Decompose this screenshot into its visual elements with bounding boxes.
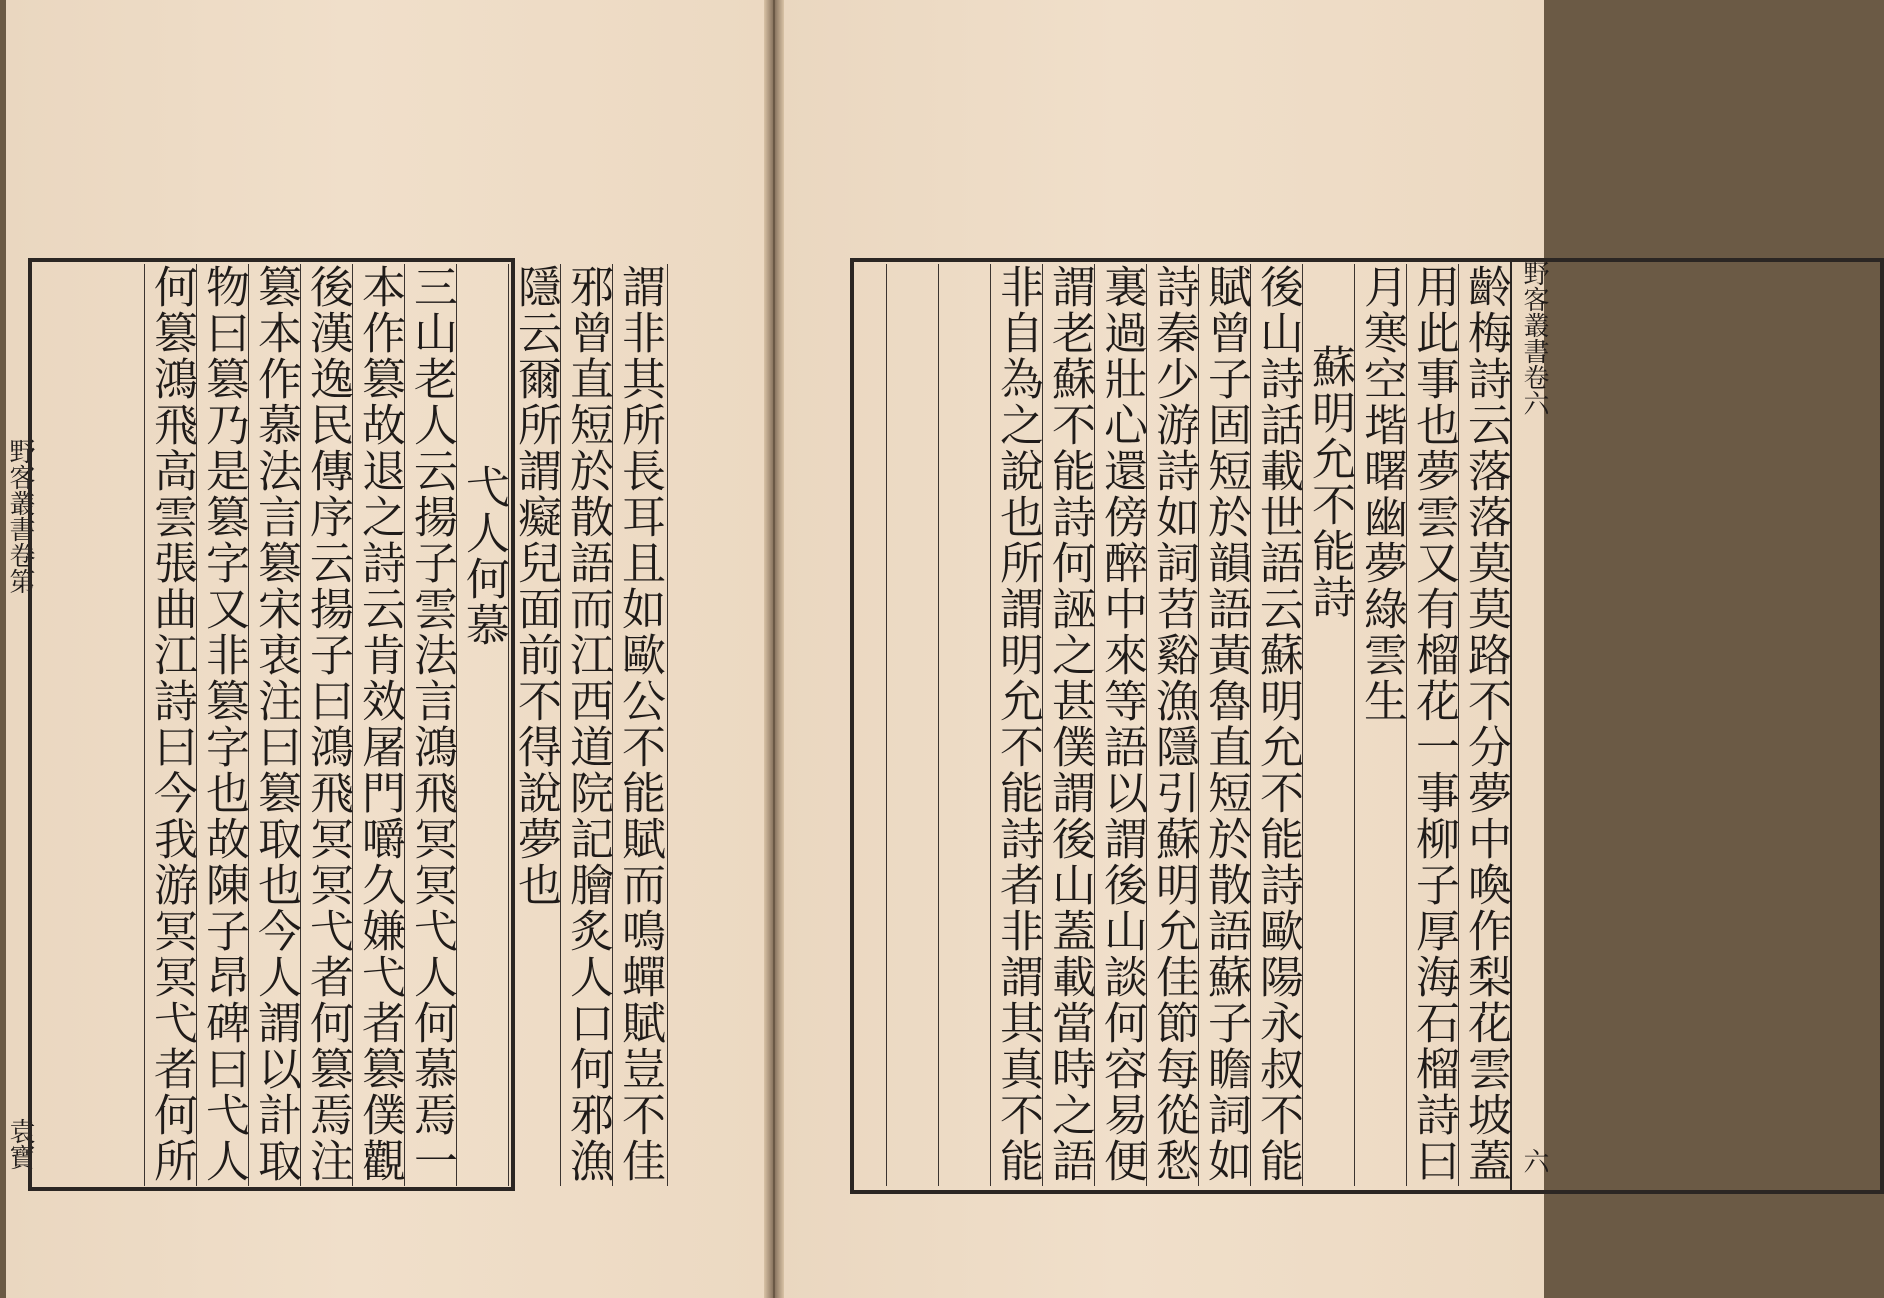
book-gutter [764, 0, 784, 1298]
right-column-10 [990, 264, 1042, 1186]
left-column-9 [196, 264, 248, 1186]
right-edge-page-number: 六 [1519, 1148, 1549, 1174]
column-text: 月寒空堦曙幽夢綠雲生 [1356, 264, 1407, 724]
column-text: 隱云爾所謂癡兒面前不得說夢也 [510, 264, 561, 908]
right-column-7 [1146, 264, 1198, 1186]
left-column-1 [612, 264, 668, 1186]
right-column-4 [1302, 264, 1354, 1186]
column-text: 邪曾直短於散語而江西道院記膾炙人口何邪漁 [562, 264, 613, 1184]
left-column-4 [456, 264, 508, 1186]
right-column-12-empty [886, 264, 938, 1186]
column-text: 齡梅詩云落落莫莫路不分夢中喚作梨花雲坡蓋 [1460, 264, 1511, 1184]
left-column-10 [144, 264, 196, 1186]
right-column-1 [1458, 264, 1510, 1186]
column-text: 物曰篡乃是篡字又非篡字也故陳子昂碑曰弋人 [198, 264, 249, 1184]
right-column-11-empty [938, 264, 990, 1186]
left-edge-bottom-label: 袁寶 [5, 1118, 35, 1170]
column-text: 本作篡故退之詩云肯效屠門嚼久嫌弋者篡僕觀 [354, 264, 405, 1184]
right-edge-title: 野客叢書卷六 [1519, 260, 1549, 416]
column-text: 弋人何慕 [458, 464, 509, 648]
column-text: 後漢逸民傳序云揚子曰鴻飛冥冥弋者何篡焉注 [302, 264, 353, 1184]
column-text: 蘇明允不能詩 [1304, 344, 1355, 620]
column-text: 三山老人云揚子雲法言鴻飛冥冥弋人何慕焉一 [406, 264, 457, 1184]
right-column-2 [1406, 264, 1458, 1186]
column-text: 何篡鴻飛高雲張曲江詩曰今我游冥冥弋者何所 [146, 264, 197, 1184]
column-text: 用此事也夢雲又有榴花一事柳子厚海石榴詩曰 [1408, 264, 1459, 1184]
column-text: 裏過壯心還傍醉中來等語以謂後山談何容易便 [1096, 264, 1147, 1184]
left-column-3 [508, 264, 560, 1186]
right-column-3 [1354, 264, 1406, 1186]
left-column-6 [352, 264, 404, 1186]
column-text: 非自為之說也所謂明允不能詩者非謂其真不能 [992, 264, 1043, 1184]
left-column-5 [404, 264, 456, 1186]
right-column-9 [1042, 264, 1094, 1186]
right-column-5 [1250, 264, 1302, 1186]
left-edge-title: 野客叢書卷第 [5, 438, 35, 594]
left-column-7 [300, 264, 352, 1186]
left-column-2 [560, 264, 612, 1186]
column-text: 賦曾子固短於韻語黃魯直短於散語蘇子瞻詞如 [1200, 264, 1251, 1184]
right-column-8 [1094, 264, 1146, 1186]
column-text: 謂非其所長耳且如歐公不能賦而鳴蟬賦豈不佳 [614, 264, 665, 1184]
column-text: 後山詩話載世語云蘇明允不能詩歐陽永叔不能 [1252, 264, 1303, 1184]
left-column-8 [248, 264, 300, 1186]
column-text: 謂老蘇不能詩何誣之甚僕謂後山蓋載當時之語 [1044, 264, 1095, 1184]
right-column-6 [1198, 264, 1250, 1186]
column-text: 詩秦少游詩如詞苕谿漁隱引蘇明允佳節每從愁 [1148, 264, 1199, 1184]
column-text: 篡本作慕法言篡宋衷注曰篡取也今人謂以計取 [250, 264, 301, 1184]
right-page-edge-strip [1510, 258, 1549, 1194]
